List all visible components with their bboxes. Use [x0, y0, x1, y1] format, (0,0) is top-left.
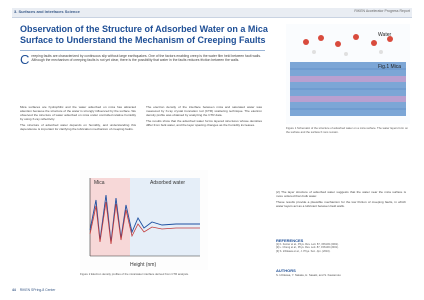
page-number: 44 [12, 288, 16, 292]
figure-1-caption: Figure 1 Schematic of the structure of adsorbed water on a mica surface. The water layers form on the surface and the surface K ions remain. [286, 126, 408, 134]
fig2-label-mica: Mica [94, 180, 105, 186]
reference-item: [3] S. Ichikawa et al., J. Phys. Soc. Jpn. (2010). [276, 249, 331, 253]
fig2-label-water: Adsorbed water [150, 180, 186, 186]
body-column-1 [20, 105, 136, 134]
water-region [130, 178, 200, 256]
title-rule [20, 50, 265, 51]
footer-text: RIKEN SPring-8 Center [19, 288, 56, 292]
drop-cap: C [20, 52, 30, 67]
references-list [276, 243, 406, 253]
figure-1-schematic [286, 24, 410, 124]
fig2-xlabel: Height (nm) [130, 262, 157, 268]
reference-item: [1] K. Fenter et al., Phys. Rev. Lett. 87, 156103 (2001). [276, 243, 339, 246]
references-heading: REFERENCES [276, 238, 304, 243]
paragraph: These results provide a plausible mechanism for the low friction of creeping faults, in which water layers act as a lubricant between fault walls. [276, 200, 406, 209]
fig1-label-water: Water [378, 32, 392, 38]
paragraph: The electron density of the interface between mica and saturated water was measured by X-ray crystal truncation rod (CTR) scattering technique. The electron density profile was obtained by analyzing the CTR data. [146, 105, 262, 118]
paragraph: The results show that the adsorbed water forms layered structures whose densities differ from bulk water, and the layer spacing changes as the humidity increases. [146, 119, 262, 128]
fig1-label-mica: Fig.1 Mica [378, 64, 402, 70]
report-label: RIKEN Accelerator Progress Report [354, 9, 410, 13]
body-column-2 [146, 105, 262, 129]
authors-list: S. Ichikawa, Y. Nakata, H. Sasaki, and S. Kawamoto [276, 273, 341, 277]
footer [12, 288, 412, 293]
abstract [20, 54, 268, 66]
mica-lattice [290, 62, 406, 116]
paper-title: Observation of the Structure of Adsorbed Water on a Mica Surface to Understand the Mechanism of Creeping Faults [20, 24, 268, 45]
paragraph: The structure of adsorbed water depends on humidity, and understanding this dependence is important for clarifying the lubrication mechanism of creeping faults. [20, 123, 136, 132]
paragraph: (2) The layer structure of adsorbed water suggests that the water near the mica surface is more ordered than bulk water. [276, 190, 406, 199]
figure-2-profile [80, 170, 208, 270]
paragraph: Mica surfaces are hydrophilic and the water adsorbed on mica has attracted attention because the structure of the water is strongly influenced by the surface. We observed the structure of water adsorbed on mica under controlled relative humidity by using X-ray reflectivity. [20, 105, 136, 122]
reference-item: [2] L. Cheng et al., Phys. Rev. Lett. 87, 156103 (2001). [276, 246, 339, 250]
authors-heading: AUTHORS [276, 268, 296, 273]
abstract-text: reeping faults are characterized by continuous slip without large earthquakes. One of the factors enabling creep is the water film held between fault walls. Although the mechanism of creeping faults is not yet clear, there is the possibility that water in the faults reduces friction between the walls. [31, 54, 261, 63]
figure-2-caption: Figure 2 Electron density profiles of the mica/water interface derived from CTR analysis. [80, 272, 189, 276]
section-label: 3. Surfaces and Interfaces Science [14, 9, 80, 14]
body-column-3 [276, 190, 406, 210]
